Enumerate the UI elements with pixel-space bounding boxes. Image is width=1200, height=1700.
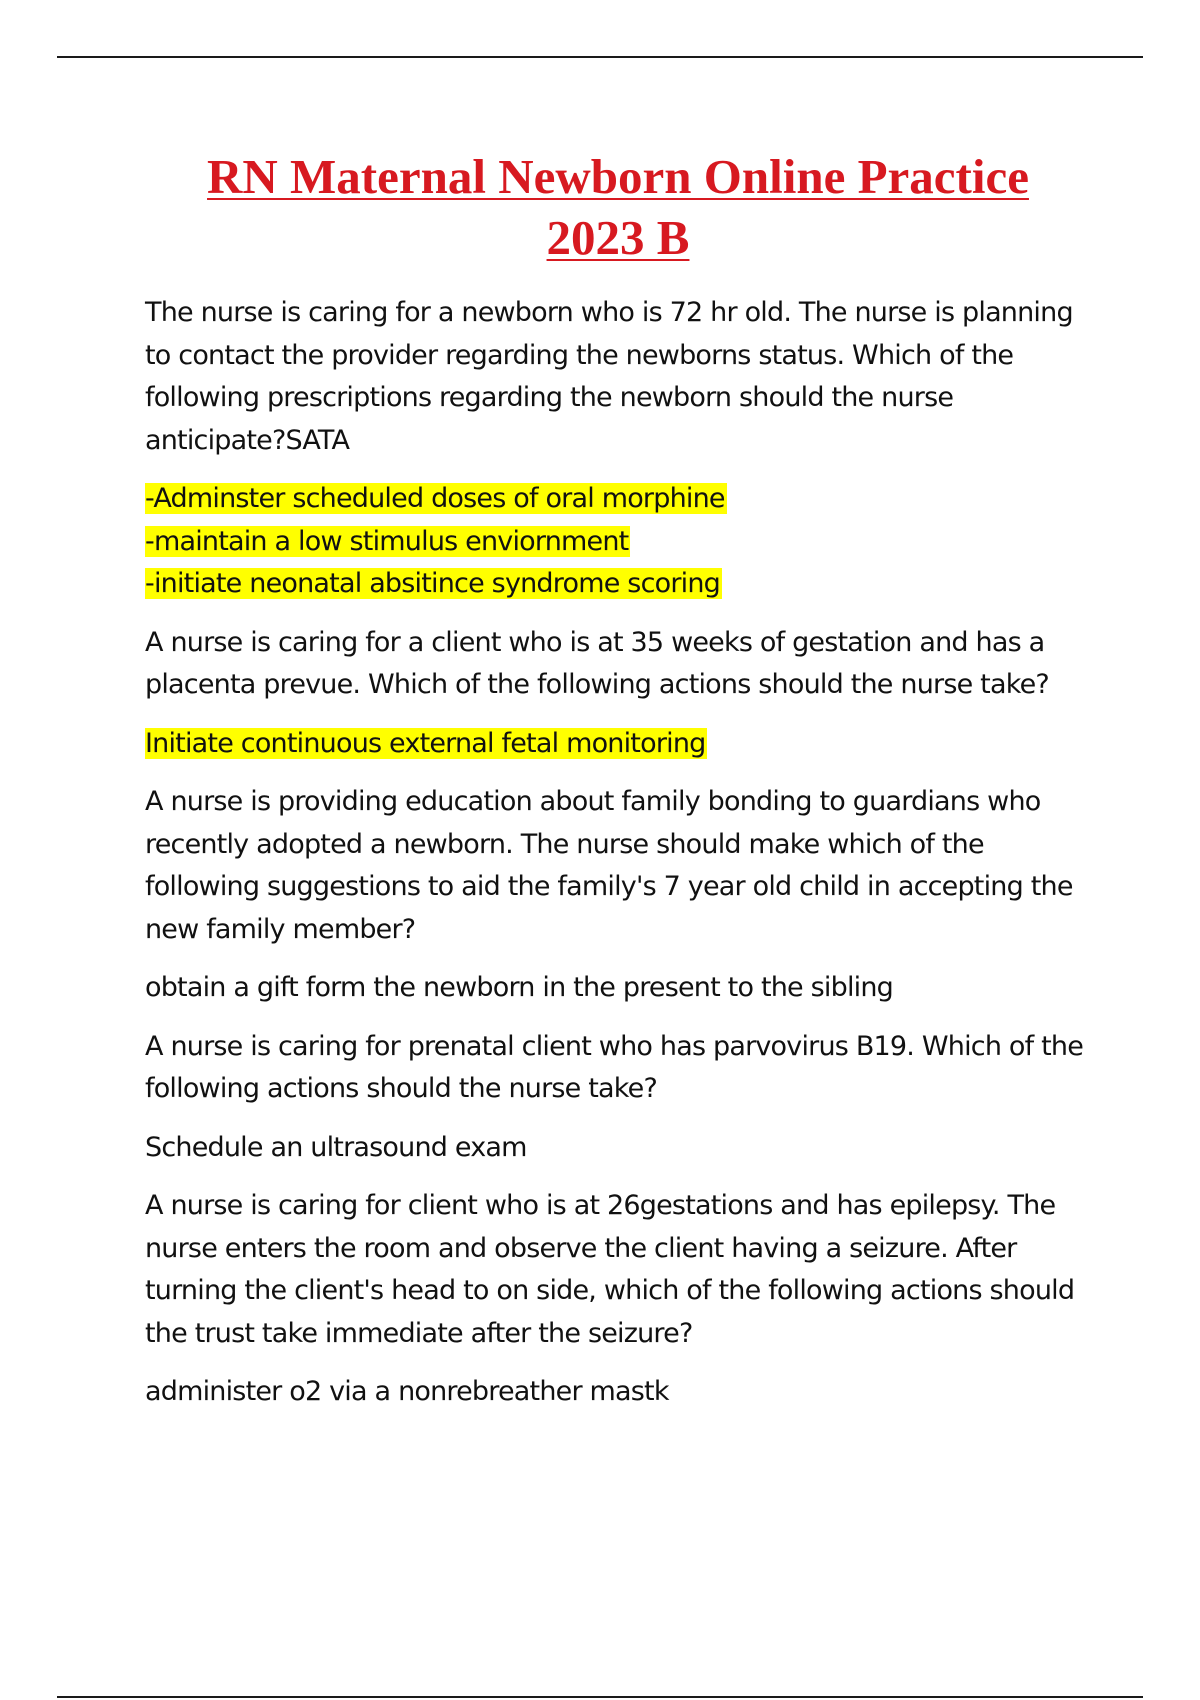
answer-2: Initiate continuous external fetal monitoring	[145, 727, 706, 759]
answer-1-option-1: -Adminster scheduled doses of oral morphine	[145, 483, 725, 514]
answer-2-wrapper	[145, 723, 1100, 766]
question-4: A nurse is caring for prenatal client who has parvovirus B19. Which of the following actions should the nurse take?	[145, 1030, 1084, 1104]
answer-list-1	[145, 478, 1100, 606]
question-3: A nurse is providing education about family bonding to guardians who recently adopted a newborn. The nurse should make which of the following suggestions to aid the family's 7 year old child in accepting the new family member?	[145, 786, 1073, 945]
answer-5: administer o2 via a nonrebreather mastk	[145, 1376, 669, 1407]
answer-4: Schedule an ultrasound exam	[145, 1131, 527, 1163]
answer-1-option-2: -maintain a low stimulus enviornment	[145, 525, 629, 557]
page-title	[0, 146, 1200, 268]
page-title-line-1: RN Maternal Newborn Online Practice	[207, 149, 1029, 204]
document-body	[145, 292, 1100, 1430]
answer-3: obtain a gift form the newborn in the present to the sibling	[145, 972, 894, 1003]
question-1: The nurse is caring for a newborn who is 72 hr old. The nurse is planning to contact the provider regarding the newborns status. Which of the following prescriptions regarding the newborn should the nurse anticipate?SATA	[145, 297, 1073, 456]
page-title-line-2: 2023 B	[546, 210, 690, 265]
answer-1-option-3: -initiate neonatal absitince syndrome scoring	[145, 568, 720, 599]
question-2: A nurse is caring for a client who is at 35 weeks of gestation and has a placenta prevue. Which of the following actions should the nurse take?	[145, 626, 1049, 700]
bottom-rule	[57, 1696, 1143, 1698]
question-5: A nurse is caring for client who is at 26gestations and has epilepsy. The nurse enters the room and observe the client having a seizure. After turning the client's head to on side, which of the following actions should the trust take immediate after the seizure?	[145, 1190, 1075, 1349]
top-rule	[57, 56, 1143, 58]
